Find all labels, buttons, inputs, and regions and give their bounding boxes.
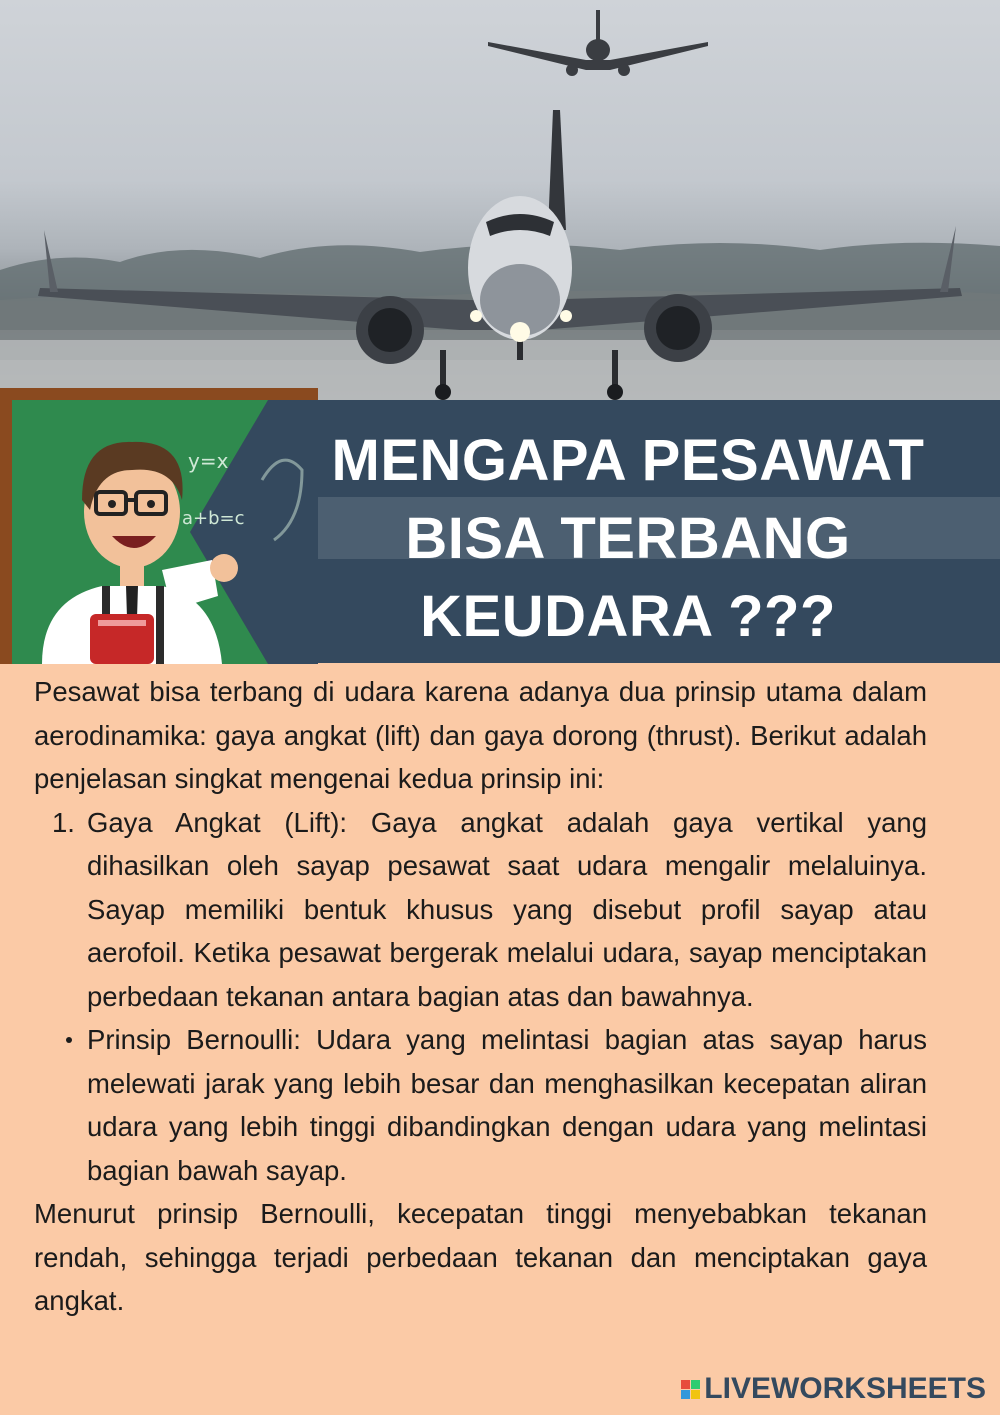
title-line-2: BISA TERBANG (405, 506, 851, 571)
intro-paragraph: Pesawat bisa terbang di udara karena adanya dua prinsip utama dalam aerodinamika: gaya angkat (lift) dan gaya dorong (thrust). Berikut adalah penjelasan singkat mengenai kedua prinsip ini: (34, 676, 927, 794)
airplane-photo (0, 0, 1000, 400)
teacher-icon (12, 400, 318, 664)
list-item-lift (34, 801, 927, 1019)
article-body (34, 670, 927, 1323)
bullet-item-text: Prinsip Bernoulli: Udara yang melintasi bagian atas sayap harus melewati jarak yang lebih besar dan menghasilkan kecepatan aliran udara yang lebih tinggi dibandingkan dengan udara yang melintasi bagian bawah sayap. (87, 1024, 927, 1186)
bullet-item-bernoulli (34, 1018, 927, 1192)
title-line-3: KEUDARA ??? (420, 584, 836, 649)
airplane-landing-icon (0, 0, 1000, 400)
chalk-text-1: y=x (188, 449, 229, 473)
page-title (318, 422, 938, 656)
list-marker-1: 1. (52, 806, 75, 838)
title-line-1: MENGAPA PESAWAT (331, 428, 925, 493)
bullet-dot-icon (66, 1037, 72, 1043)
chalk-text-2: a+b=c (182, 508, 245, 529)
liveworksheets-logo-icon (681, 1380, 700, 1399)
list-item-text: Gaya Angkat (Lift): Gaya angkat adalah gaya vertikal yang dihasilkan oleh sayap pesawat saat udara mengalir melaluinya. Sayap memiliki bentuk khusus yang disebut profil sayap atau aerofoil. Ketika pesawat bergerak melalui udara, sayap menciptakan perbedaan tekanan antara bagian atas dan bawahnya. (87, 806, 927, 1012)
brand-label: LIVEWORKSHEETS (704, 1372, 986, 1405)
closing-paragraph: Menurut prinsip Bernoulli, kecepatan tinggi menyebabkan tekanan rendah, sehingga terjadi perbedaan tekanan dan menciptakan gaya angkat. (34, 1198, 927, 1316)
brand-logo (681, 1372, 986, 1406)
teacher-chalkboard-illustration (12, 400, 318, 664)
